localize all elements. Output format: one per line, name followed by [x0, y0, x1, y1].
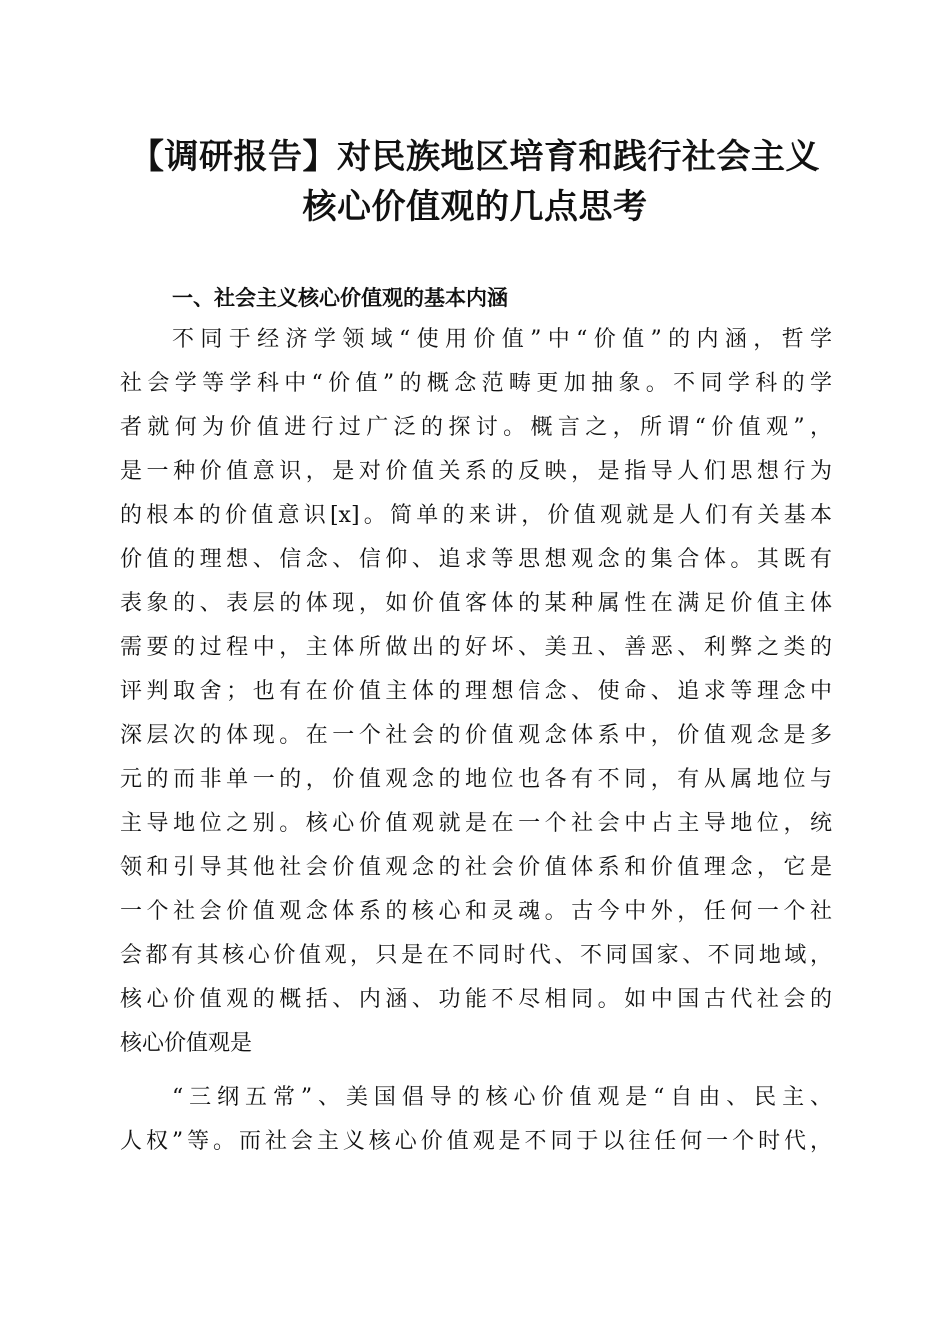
- text-line: 主导地位之别。核心价值观就是在一个社会中占主导地位，统: [120, 811, 832, 836]
- text-line: 人权”等。而社会主义核心价值观是不同于以往任何一个时代，: [120, 1129, 832, 1154]
- text-line: 元的而非单一的，价值观念的地位也各有不同，有从属地位与: [120, 767, 832, 792]
- text-line: 社会学等学科中“价值”的概念范畴更加抽象。不同学科的学: [120, 371, 832, 396]
- title-line-1: 【调研报告】对民族地区培育和践行社会主义: [130, 137, 820, 177]
- text-line: 者就何为价值进行过广泛的探讨。概言之，所谓“价值观”，: [120, 415, 832, 440]
- text-line: 领和引导其他社会价值观念的社会价值体系和价值理念，它是: [120, 855, 832, 880]
- paragraph-2: [120, 1076, 832, 1164]
- section-heading: 一、社会主义核心价值观的基本内涵: [172, 286, 508, 310]
- text-line: 深层次的体现。在一个社会的价值观念体系中，价值观念是多: [120, 723, 832, 748]
- document-title: [100, 132, 850, 232]
- text-line: 的根本的价值意识[x]。简单的来讲，价值观就是人们有关基本: [120, 503, 832, 528]
- text-line: 会都有其核心价值观，只是在不同时代、不同国家、不同地域，: [120, 943, 832, 968]
- text-line: 一个社会价值观念体系的核心和灵魂。古今中外，任何一个社: [120, 899, 832, 924]
- text-line: 是一种价值意识，是对价值关系的反映，是指导人们思想行为: [120, 459, 832, 484]
- title-line-2: 核心价值观的几点思考: [302, 187, 648, 227]
- text-line: 不同于经济学领域“使用价值”中“价值”的内涵，哲学: [172, 327, 832, 352]
- text-line: 表象的、表层的体现，如价值客体的某种属性在满足价值主体: [120, 591, 832, 616]
- text-line: “三纲五常”、美国倡导的核心价值观是“自由、民主、: [172, 1085, 832, 1110]
- paragraph-1: [120, 318, 832, 1066]
- text-line: 评判取舍；也有在价值主体的理想信念、使命、追求等理念中: [120, 679, 832, 704]
- text-line: 需要的过程中，主体所做出的好坏、美丑、善恶、利弊之类的: [120, 635, 832, 660]
- text-line: 核心价值观是: [120, 1031, 253, 1056]
- text-line: 价值的理想、信念、信仰、追求等思想观念的集合体。其既有: [120, 547, 832, 572]
- text-line: 核心价值观的概括、内涵、功能不尽相同。如中国古代社会的: [120, 987, 832, 1012]
